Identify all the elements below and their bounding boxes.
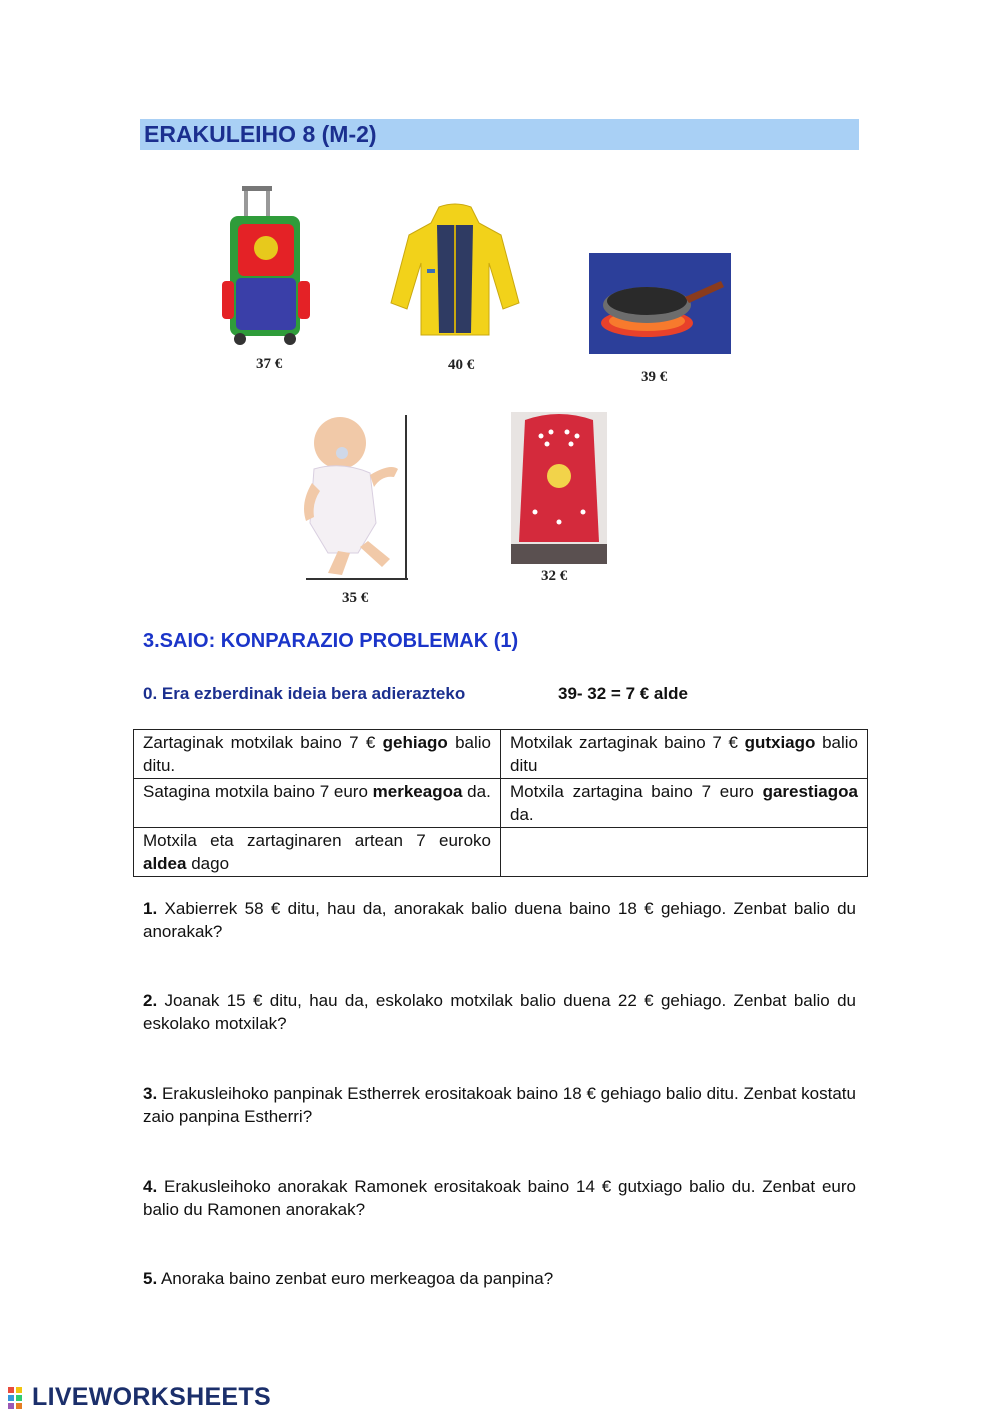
table-cell: Satagina motxila baino 7 euro merkeagoa da.: [134, 779, 501, 828]
price-label: 40 €: [448, 357, 475, 373]
title-banner: [140, 119, 859, 150]
problem-5: 5. Anoraka baino zenbat euro merkeagoa da panpina?: [143, 1269, 554, 1288]
footer-logo: [8, 1383, 271, 1412]
problem-3: 3. Erakusleihoko panpinak Estherrek erositakoak baino 18 € gehiago balio ditu. Zenbat kostatu zaio panpina Estherri?: [143, 1084, 856, 1126]
price-label: 35 €: [342, 590, 369, 606]
table-cell: Motxila zartagina baino 7 euro garestiagoa da.: [501, 779, 868, 828]
baby-doll-image: [298, 413, 413, 581]
example-subheading: 0. Era ezberdinak ideia bera adierazteko: [143, 684, 466, 703]
problem-1: 1. Xabierrek 58 € ditu, hau da, anorakak balio duena baino 18 € gehiago. Zenbat balio du anorakak?: [143, 899, 856, 941]
frying-pan-image: [589, 253, 731, 354]
table-row: [134, 828, 868, 877]
table-cell: Zartaginak motxilak baino 7 € gehiago balio ditu.: [134, 730, 501, 779]
comparison-table: [133, 729, 868, 877]
example-equation: 39- 32 = 7 € alde: [558, 684, 688, 703]
price-label: 37 €: [256, 356, 283, 372]
table-cell: Motxila eta zartaginaren artean 7 euroko aldea dago: [134, 828, 501, 877]
yellow-anorak-image: [389, 203, 521, 337]
footer-brand: LIVEWORKSHEETS: [32, 1383, 271, 1411]
table-cell-empty: [501, 828, 868, 877]
school-backpack-image: [511, 412, 607, 564]
section-heading: 3.SAIO: KONPARAZIO PROBLEMAK (1): [143, 630, 519, 652]
problem-4: 4. Erakusleihoko anorakak Ramonek erositakoak baino 14 € gutxiago balio du. Zenbat euro balio du Ramonen anorakak?: [143, 1177, 856, 1219]
price-label: 32 €: [541, 568, 568, 584]
page-title: ERAKULEIHO 8 (M-2): [144, 121, 377, 147]
table-cell: Motxilak zartaginak baino 7 € gutxiago balio ditu: [501, 730, 868, 779]
price-label: 39 €: [641, 369, 668, 385]
trolley-backpack-image: [222, 186, 310, 346]
table-row: [134, 730, 868, 779]
liveworksheets-logo-icon: [8, 1387, 32, 1409]
table-row: [134, 779, 868, 828]
problem-2: 2. Joanak 15 € ditu, hau da, eskolako motxilak balio duena 22 € gehiago. Zenbat balio du eskolako motxilak?: [143, 991, 856, 1033]
